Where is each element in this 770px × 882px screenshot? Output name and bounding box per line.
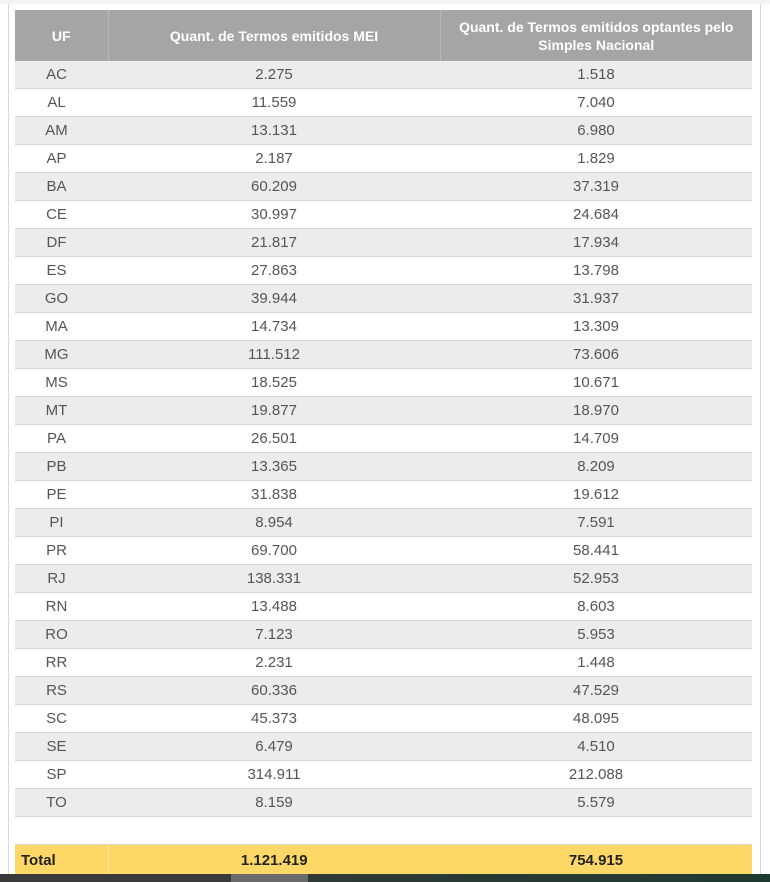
cell-uf[interactable]: TO — [15, 789, 108, 817]
table-row — [15, 761, 752, 789]
cell-uf[interactable]: PA — [15, 425, 108, 453]
table-row — [15, 565, 752, 593]
table-row — [15, 789, 752, 817]
table-row — [15, 593, 752, 621]
header-mei[interactable]: Quant. de Termos emitidos MEI — [108, 10, 440, 61]
empty-cell[interactable] — [15, 817, 108, 845]
cell-uf[interactable]: RO — [15, 621, 108, 649]
table-row — [15, 705, 752, 733]
cell-simples[interactable]: 5.953 — [440, 621, 752, 649]
cell-mei[interactable]: 2.275 — [108, 61, 440, 89]
cell-mei[interactable]: 21.817 — [108, 229, 440, 257]
cell-uf[interactable]: RJ — [15, 565, 108, 593]
cell-uf[interactable]: RS — [15, 677, 108, 705]
table-row — [15, 481, 752, 509]
table-row — [15, 229, 752, 257]
cell-mei[interactable]: 69.700 — [108, 537, 440, 565]
cell-simples[interactable]: 6.980 — [440, 117, 752, 145]
cell-simples[interactable]: 17.934 — [440, 229, 752, 257]
cell-mei[interactable]: 8.159 — [108, 789, 440, 817]
cell-simples[interactable]: 8.603 — [440, 593, 752, 621]
table-row — [15, 677, 752, 705]
table-row — [15, 173, 752, 201]
cell-mei[interactable]: 27.863 — [108, 257, 440, 285]
table-row — [15, 117, 752, 145]
cell-simples[interactable]: 1.448 — [440, 649, 752, 677]
cell-mei[interactable]: 60.336 — [108, 677, 440, 705]
cell-mei[interactable]: 19.877 — [108, 397, 440, 425]
cell-uf[interactable]: PE — [15, 481, 108, 509]
empty-cell[interactable] — [108, 817, 440, 845]
cell-uf[interactable]: MS — [15, 369, 108, 397]
cell-uf[interactable]: BA — [15, 173, 108, 201]
cell-uf[interactable]: SC — [15, 705, 108, 733]
cell-simples[interactable]: 4.510 — [440, 733, 752, 761]
cell-simples[interactable]: 19.612 — [440, 481, 752, 509]
cell-mei[interactable]: 314.911 — [108, 761, 440, 789]
cell-mei[interactable]: 111.512 — [108, 341, 440, 369]
cell-mei[interactable]: 6.479 — [108, 733, 440, 761]
cell-simples[interactable]: 47.529 — [440, 677, 752, 705]
table-row — [15, 453, 752, 481]
cell-uf[interactable]: AC — [15, 61, 108, 89]
cell-simples[interactable]: 52.953 — [440, 565, 752, 593]
cell-simples[interactable]: 8.209 — [440, 453, 752, 481]
cell-simples[interactable]: 1.518 — [440, 61, 752, 89]
cell-mei[interactable]: 2.187 — [108, 145, 440, 173]
empty-row — [15, 817, 752, 845]
cell-simples[interactable]: 14.709 — [440, 425, 752, 453]
total-label[interactable]: Total — [15, 845, 108, 876]
header-simples[interactable]: Quant. de Termos emitidos optantes pelo Simples Nacional — [440, 10, 752, 61]
cell-uf[interactable]: MA — [15, 313, 108, 341]
cell-uf[interactable]: RN — [15, 593, 108, 621]
cell-mei[interactable]: 11.559 — [108, 89, 440, 117]
table-row — [15, 425, 752, 453]
cell-simples[interactable]: 1.829 — [440, 145, 752, 173]
cell-uf[interactable]: PR — [15, 537, 108, 565]
table-row — [15, 649, 752, 677]
left-divider — [8, 4, 9, 874]
header-uf[interactable]: UF — [15, 10, 108, 61]
cell-simples[interactable]: 37.319 — [440, 173, 752, 201]
cell-uf[interactable]: PI — [15, 509, 108, 537]
cell-uf[interactable]: DF — [15, 229, 108, 257]
cell-mei[interactable]: 13.131 — [108, 117, 440, 145]
cell-uf[interactable]: PB — [15, 453, 108, 481]
cell-uf[interactable]: GO — [15, 285, 108, 313]
cell-simples[interactable]: 58.441 — [440, 537, 752, 565]
total-mei[interactable]: 1.121.419 — [108, 845, 440, 876]
cell-simples[interactable]: 73.606 — [440, 341, 752, 369]
table-row — [15, 89, 752, 117]
total-row — [15, 845, 752, 876]
cell-mei[interactable]: 138.331 — [108, 565, 440, 593]
table-row — [15, 733, 752, 761]
cell-mei[interactable]: 2.231 — [108, 649, 440, 677]
termos-table — [15, 10, 752, 875]
cell-mei[interactable]: 31.838 — [108, 481, 440, 509]
cell-mei[interactable]: 13.488 — [108, 593, 440, 621]
cell-uf[interactable]: SP — [15, 761, 108, 789]
table-row — [15, 509, 752, 537]
table-row — [15, 145, 752, 173]
cell-mei[interactable]: 39.944 — [108, 285, 440, 313]
cell-simples[interactable]: 13.309 — [440, 313, 752, 341]
taskbar-strip — [0, 874, 770, 882]
cell-simples[interactable]: 13.798 — [440, 257, 752, 285]
cell-uf[interactable]: ES — [15, 257, 108, 285]
cell-mei[interactable]: 8.954 — [108, 509, 440, 537]
cell-simples[interactable]: 48.095 — [440, 705, 752, 733]
top-edge — [0, 0, 770, 4]
cell-uf[interactable]: AP — [15, 145, 108, 173]
table-row — [15, 621, 752, 649]
table-row — [15, 397, 752, 425]
cell-uf[interactable]: RR — [15, 649, 108, 677]
table-header — [15, 10, 752, 61]
cell-simples[interactable]: 31.937 — [440, 285, 752, 313]
cell-mei[interactable]: 18.525 — [108, 369, 440, 397]
table-row — [15, 341, 752, 369]
cell-uf[interactable]: AL — [15, 89, 108, 117]
table-footer — [15, 845, 752, 876]
cell-mei[interactable]: 60.209 — [108, 173, 440, 201]
table-row — [15, 285, 752, 313]
cell-simples[interactable]: 212.088 — [440, 761, 752, 789]
empty-cell[interactable] — [440, 817, 752, 845]
table-row — [15, 257, 752, 285]
cell-uf[interactable]: MG — [15, 341, 108, 369]
cell-simples[interactable]: 24.684 — [440, 201, 752, 229]
table-body — [15, 61, 752, 845]
total-simples[interactable]: 754.915 — [440, 845, 752, 876]
table-row — [15, 369, 752, 397]
cell-mei[interactable]: 13.365 — [108, 453, 440, 481]
cell-uf[interactable]: MT — [15, 397, 108, 425]
cell-mei[interactable]: 26.501 — [108, 425, 440, 453]
cell-mei[interactable]: 45.373 — [108, 705, 440, 733]
cell-uf[interactable]: AM — [15, 117, 108, 145]
cell-simples[interactable]: 18.970 — [440, 397, 752, 425]
cell-mei[interactable]: 14.734 — [108, 313, 440, 341]
cell-mei[interactable]: 7.123 — [108, 621, 440, 649]
table-row — [15, 537, 752, 565]
cell-simples[interactable]: 7.040 — [440, 89, 752, 117]
right-divider — [760, 4, 761, 874]
cell-mei[interactable]: 30.997 — [108, 201, 440, 229]
cell-simples[interactable]: 10.671 — [440, 369, 752, 397]
cell-uf[interactable]: CE — [15, 201, 108, 229]
table-row — [15, 61, 752, 89]
cell-simples[interactable]: 5.579 — [440, 789, 752, 817]
table-row — [15, 201, 752, 229]
cell-simples[interactable]: 7.591 — [440, 509, 752, 537]
cell-uf[interactable]: SE — [15, 733, 108, 761]
table-row — [15, 313, 752, 341]
